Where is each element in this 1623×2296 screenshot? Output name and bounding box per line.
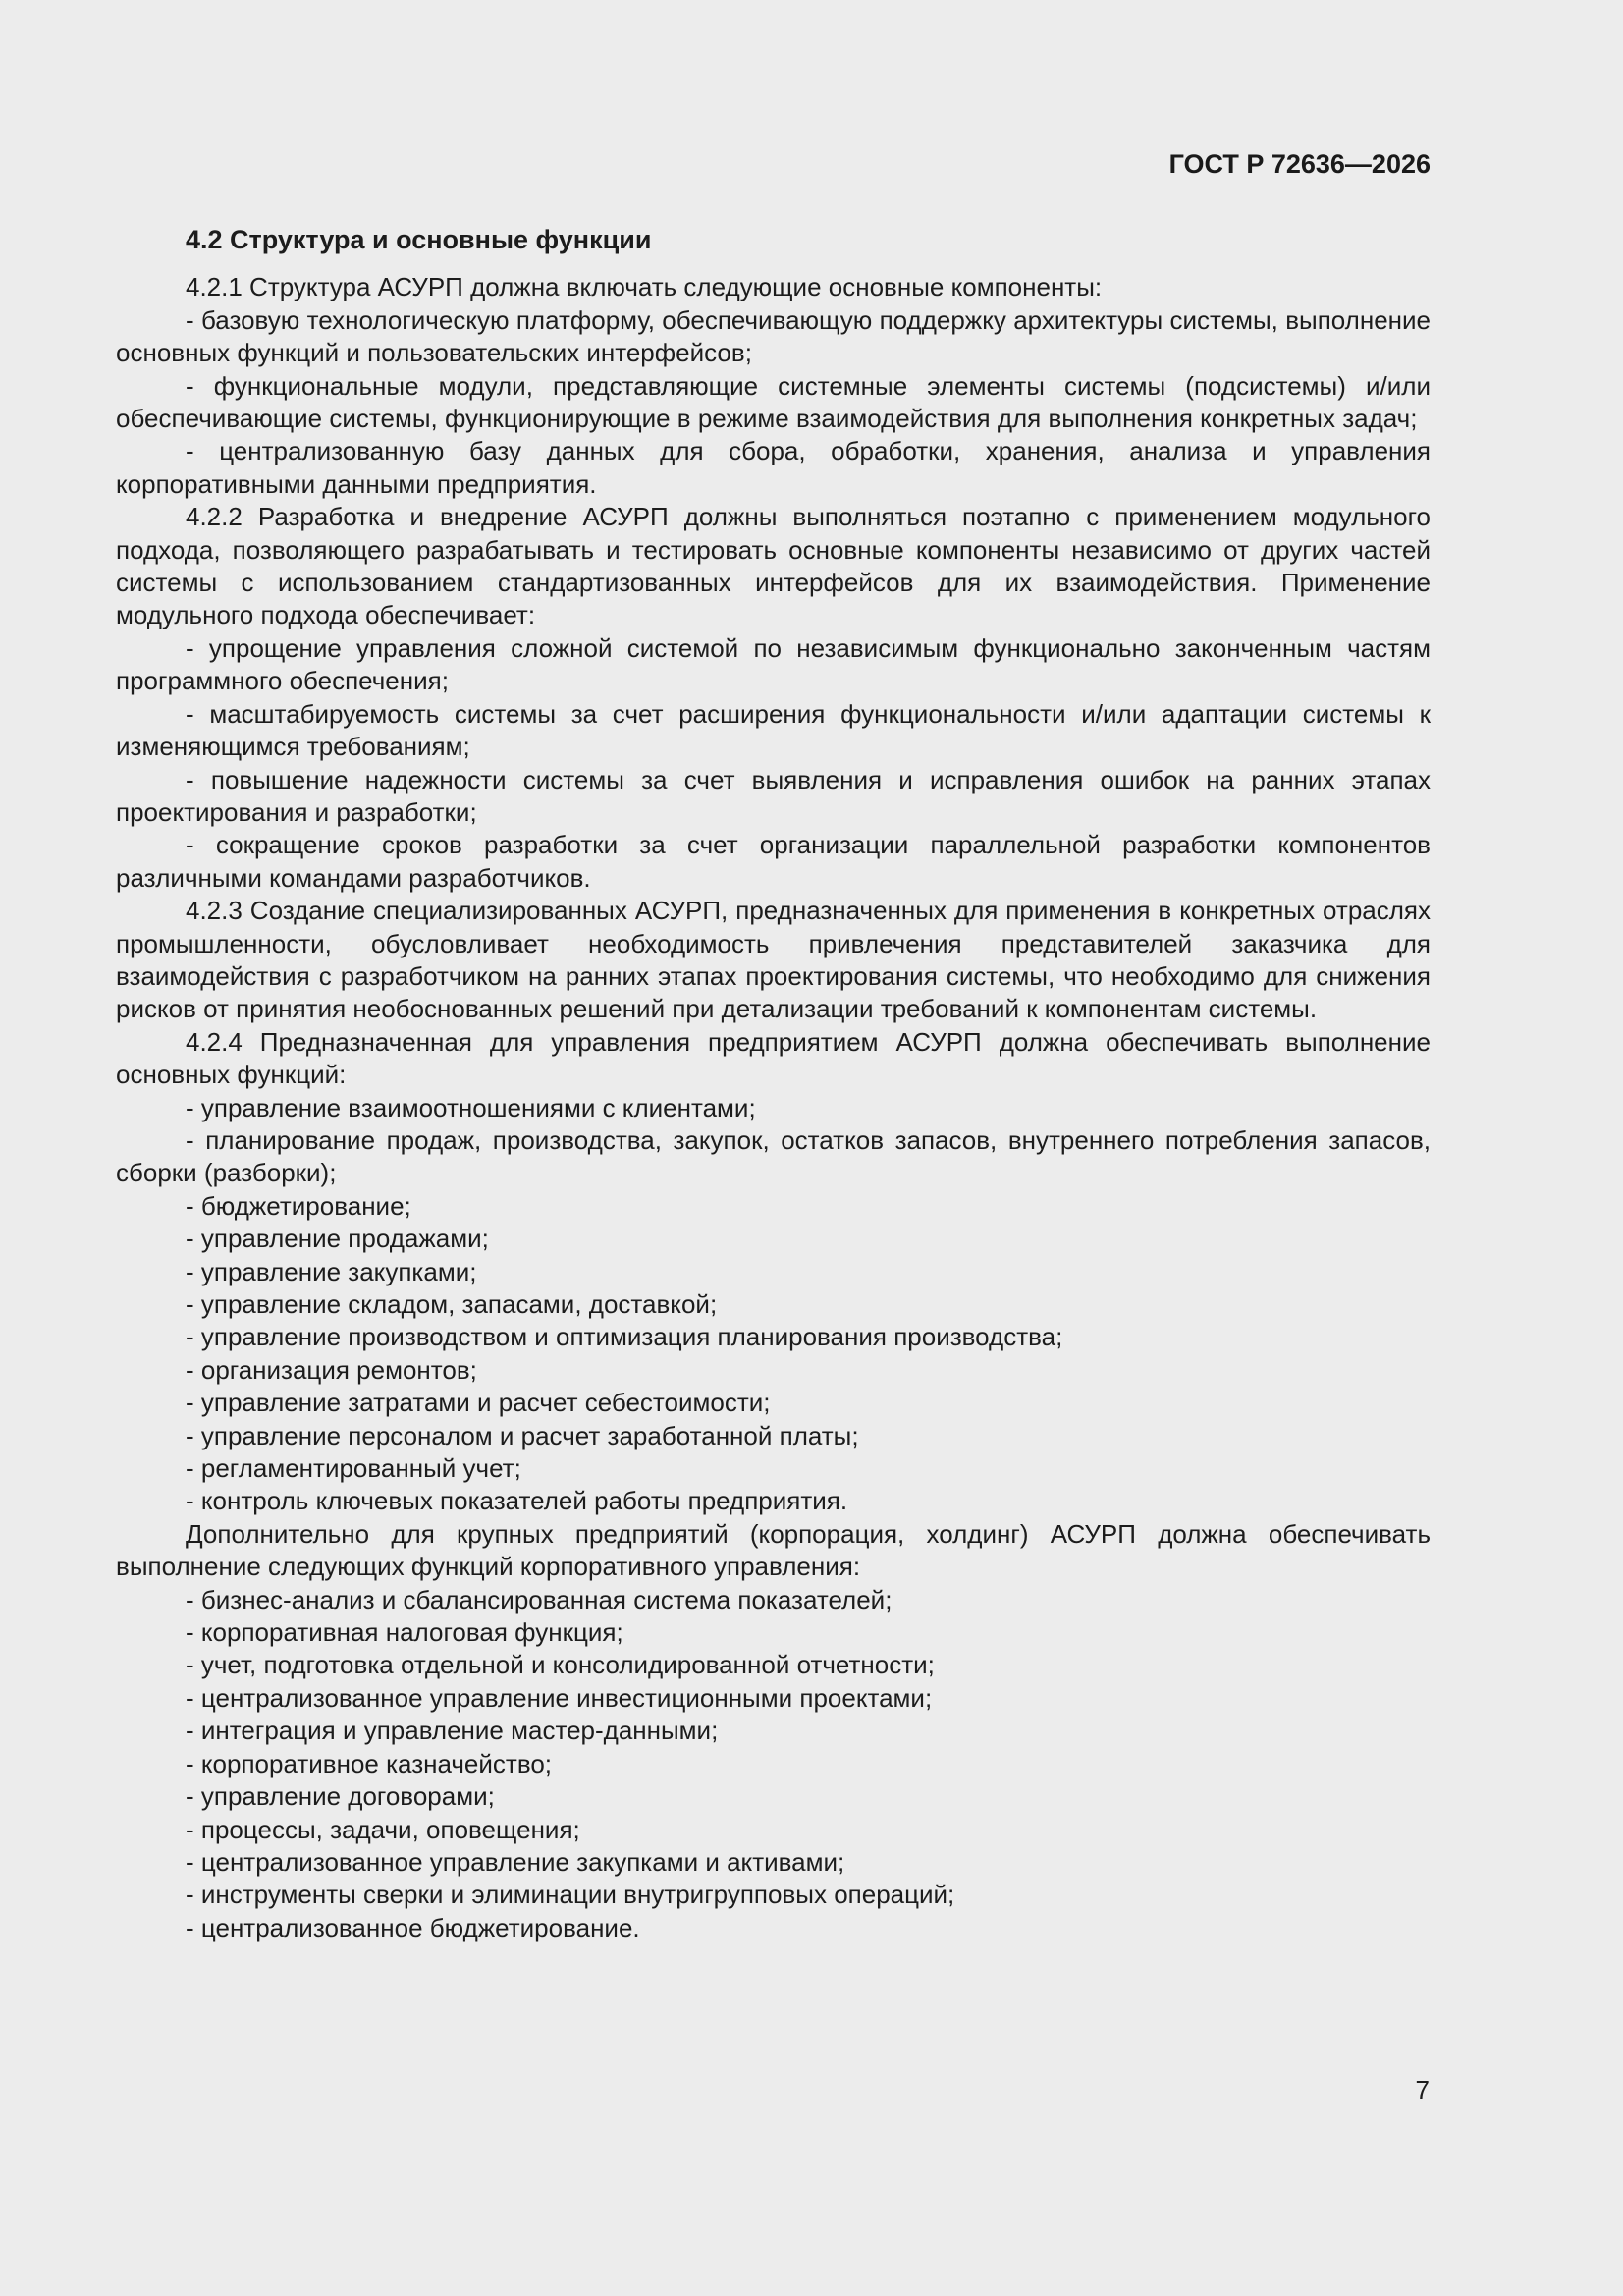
- section-heading: 4.2 Структура и основные функции: [186, 225, 652, 254]
- list-item: - управление затратами и расчет себестоимости;: [186, 1388, 771, 1418]
- list-item: - управление закупками;: [186, 1256, 477, 1286]
- list-item: - централизованное управление инвестиционными проектами;: [186, 1682, 933, 1713]
- list-item: - управление продажами;: [186, 1224, 489, 1254]
- clause-4-2-2-intro: 4.2.2 Разработка и внедрение АСУРП должны выполняться поэтапно с применением модульного подхода, позволяющего разрабатывать и тестировать основные компоненты независимо от других частей системы с использованием стандартизованных интерфейсов для их взаимодействия. Применение модульного подхода обеспечивает:: [116, 502, 1431, 630]
- list-item: - бизнес-анализ и сбалансированная система показателей;: [186, 1584, 893, 1614]
- clause-4-2-4-intro: 4.2.4 Предназначенная для управления предприятием АСУРП должна обеспечивать выполнение основных функций:: [116, 1026, 1431, 1090]
- list-item: - сокращение сроков разработки за счет организации параллельной разработки компонентов различными командами разработчиков.: [116, 830, 1431, 893]
- list-item: - учет, подготовка отдельной и консолидированной отчетности;: [186, 1650, 935, 1680]
- list-item: - процессы, задачи, оповещения;: [186, 1814, 580, 1844]
- list-item: - регламентированный учет;: [186, 1453, 521, 1484]
- list-item: - управление персоналом и расчет заработанной платы;: [186, 1420, 859, 1450]
- list-item: - интеграция и управление мастер-данными;: [186, 1716, 719, 1746]
- list-item: - централизованное управление закупками и активами;: [186, 1846, 845, 1877]
- list-item: - управление взаимоотношениями с клиентами;: [186, 1092, 756, 1122]
- page-content: [116, 224, 1431, 1944]
- list-item: - упрощение управления сложной системой по независимым функционально законченным частям программного обеспечения;: [116, 632, 1431, 696]
- list-item: - контроль ключевых показателей работы предприятия.: [186, 1486, 848, 1516]
- list-item: - повышение надежности системы за счет выявления и исправления ошибок на ранних этапах проектирования и разработки;: [116, 764, 1431, 827]
- list-item: - управление договорами;: [186, 1781, 495, 1812]
- list-item: - управление производством и оптимизация планирования производства;: [186, 1322, 1063, 1352]
- page-number: 7: [1415, 2075, 1430, 2105]
- list-item: - централизованное бюджетирование.: [186, 1912, 640, 1942]
- list-item: - инструменты сверки и элиминации внутригрупповых операций;: [186, 1880, 955, 1910]
- clause-4-2-1-intro: 4.2.1 Структура АСУРП должна включать следующие основные компоненты:: [186, 272, 1103, 302]
- list-item: - организация ремонтов;: [186, 1354, 477, 1385]
- list-item: - базовую технологическую платформу, обеспечивающую поддержку архитектуры системы, выполнение основных функций и пользовательских интерфейсов;: [116, 304, 1431, 368]
- standard-code: ГОСТ Р 72636—2026: [1168, 149, 1431, 179]
- list-item: - корпоративная налоговая функция;: [186, 1617, 623, 1648]
- clause-4-2-3: 4.2.3 Создание специализированных АСУРП, предназначенных для применения в конкретных отраслях промышленности, обусловливает необходимость привлечения представителей заказчика для взаимодействия с разработчиком на ранних этапах проектирования системы, что необходимо для снижения рисков от принятия необоснованных решений при детализации требований к компонентам системы.: [116, 896, 1431, 1024]
- list-item: - функциональные модули, представляющие системные элементы системы (подсистемы) и/или обеспечивающие системы, функционирующие в режиме взаимодействия для выполнения конкретных задач;: [116, 370, 1431, 434]
- list-item: - централизованную базу данных для сбора, обработки, хранения, анализа и управления корпоративными данными предприятия.: [116, 436, 1431, 499]
- list-item: - масштабируемость системы за счет расширения функциональности и/или адаптации системы к изменяющимся требованиям;: [116, 698, 1431, 762]
- list-item: - управление складом, запасами, доставкой;: [186, 1289, 718, 1319]
- additional-functions-intro: Дополнительно для крупных предприятий (корпорация, холдинг) АСУРП должна обеспечивать выполнение следующих функций корпоративного управления:: [116, 1518, 1431, 1582]
- list-item: - планирование продаж, производства, закупок, остатков запасов, внутреннего потребления запасов, сборки (разборки);: [116, 1124, 1431, 1188]
- list-item: - бюджетирование;: [186, 1190, 411, 1221]
- list-item: - корпоративное казначейство;: [186, 1748, 553, 1778]
